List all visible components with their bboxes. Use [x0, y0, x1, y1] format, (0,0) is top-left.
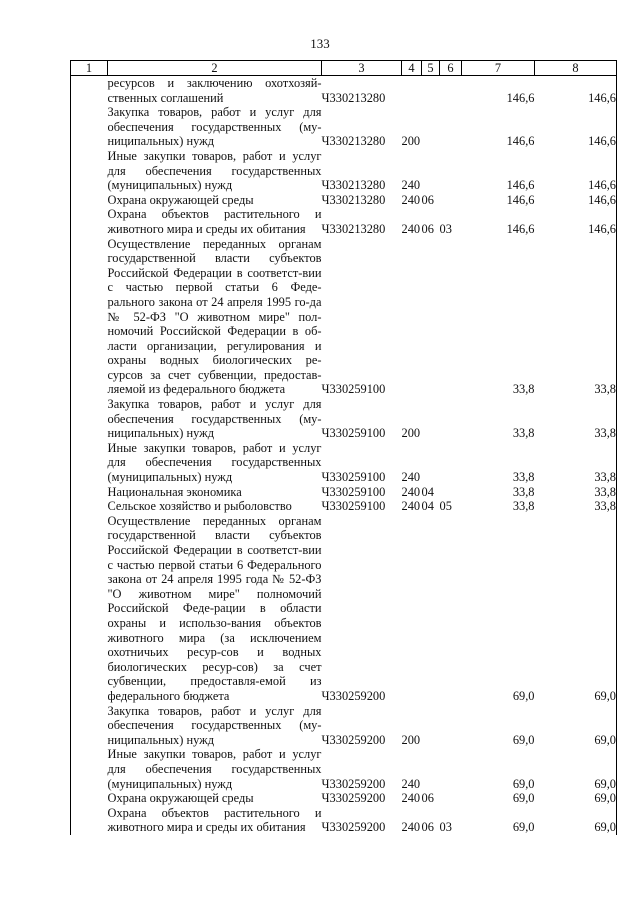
target-article-cell: [322, 237, 402, 398]
expense-type-cell: [402, 397, 422, 441]
target-article-text: Ч330213280: [321, 134, 386, 149]
amount-year2-cell: [535, 105, 617, 149]
table-row: [71, 237, 617, 398]
expense-type-cell: [402, 704, 422, 748]
row-name-text: Закупка товаров, работ и услуг для обеспечения государственных (му-ниципальных) нужд: [107, 397, 322, 441]
row-name-text: Охрана окружающей среды: [107, 192, 254, 207]
row-name-cell: [108, 237, 322, 398]
row-number-cell: [71, 499, 108, 514]
amount-year2-cell: [535, 193, 617, 208]
target-article-cell: [322, 207, 402, 236]
amount-year1-cell: [462, 806, 535, 835]
row-name-text: ресурсов и заключению охотхозяй-ственных соглашений: [107, 76, 322, 105]
amount-year2-text: 33,8: [594, 499, 616, 514]
amount-year2-cell: [535, 791, 617, 806]
target-article-text: Ч330213280: [321, 221, 386, 236]
amount-year1-cell: [462, 791, 535, 806]
row-name-cell: [108, 747, 322, 791]
amount-year2-text: 146,6: [588, 192, 616, 207]
subsection-cell: [440, 485, 462, 500]
amount-year2-cell: [535, 397, 617, 441]
amount-year1-text: 69,0: [512, 688, 535, 703]
amount-year1-text: 146,6: [506, 134, 535, 149]
subsection-cell: [440, 441, 462, 485]
amount-year2-text: 33,8: [594, 470, 616, 485]
table-row: [71, 149, 617, 193]
row-name-text: Иные закупки товаров, работ и услуг для обеспечения государственных (муниципальных) нужд: [107, 440, 322, 485]
amount-year2-cell: [535, 237, 617, 398]
table-row: [71, 485, 617, 500]
subsection-text: 03: [439, 221, 452, 236]
expense-type-text: 240: [401, 470, 421, 485]
amount-year1-text: 33,8: [512, 499, 535, 514]
row-name-cell: [108, 704, 322, 748]
col-header-7: 7: [462, 61, 535, 76]
amount-year1-text: 146,6: [506, 178, 535, 193]
amount-year1-cell: [462, 76, 535, 106]
target-article-cell: [322, 76, 402, 106]
target-article-text: Ч330259200: [321, 820, 386, 835]
amount-year1-cell: [462, 441, 535, 485]
amount-year1-cell: [462, 747, 535, 791]
amount-year1-cell: [462, 207, 535, 236]
target-article-cell: [322, 747, 402, 791]
target-article-cell: [322, 193, 402, 208]
amount-year1-text: 33,8: [512, 484, 535, 499]
row-number-cell: [71, 397, 108, 441]
amount-year2-text: 69,0: [594, 791, 616, 806]
subsection-cell: [440, 237, 462, 398]
amount-year1-text: 69,0: [512, 791, 535, 806]
subsection-text: 03: [439, 820, 452, 835]
subsection-cell: [440, 105, 462, 149]
row-number-cell: [71, 207, 108, 236]
amount-year1-text: 69,0: [512, 820, 535, 835]
expense-type-cell: [402, 149, 422, 193]
expense-type-cell: [402, 207, 422, 236]
row-name-cell: [108, 514, 322, 704]
table-row: [71, 441, 617, 485]
amount-year2-text: 146,6: [588, 178, 616, 193]
amount-year2-cell: [535, 485, 617, 500]
row-name-cell: [108, 485, 322, 500]
expense-type-cell: [402, 791, 422, 806]
section-text: 06: [421, 192, 434, 207]
expense-type-text: 240: [401, 178, 421, 193]
table-row: [71, 704, 617, 748]
subsection-cell: [440, 207, 462, 236]
amount-year2-text: 69,0: [594, 776, 616, 791]
col-header-2: 2: [108, 61, 322, 76]
expense-type-cell: [402, 237, 422, 398]
row-name-text: Охрана объектов растительного и животного мира и среды их обитания: [107, 207, 322, 236]
col-header-5: 5: [422, 61, 440, 76]
amount-year2-text: 33,8: [594, 426, 616, 441]
row-name-text: Иные закупки товаров, работ и услуг для обеспечения государственных (муниципальных) нужд: [107, 148, 322, 193]
row-number-cell: [71, 193, 108, 208]
target-article-cell: [322, 806, 402, 835]
expense-type-text: 240: [401, 791, 421, 806]
amount-year2-text: 33,8: [594, 484, 616, 499]
amount-year2-cell: [535, 806, 617, 835]
section-cell: [422, 514, 440, 704]
section-cell: [422, 499, 440, 514]
row-number-cell: [71, 791, 108, 806]
expense-type-cell: [402, 499, 422, 514]
row-number-cell: [71, 441, 108, 485]
amount-year1-cell: [462, 105, 535, 149]
expense-type-cell: [402, 806, 422, 835]
row-number-cell: [71, 105, 108, 149]
expense-type-text: 240: [401, 221, 421, 236]
target-article-text: Ч330259200: [321, 791, 386, 806]
section-text: 06: [421, 221, 434, 236]
row-name-text: Охрана окружающей среды: [107, 791, 254, 806]
expense-type-text: 200: [401, 426, 421, 441]
row-number-cell: [71, 149, 108, 193]
target-article-text: Ч330213280: [321, 90, 386, 105]
section-cell: [422, 397, 440, 441]
target-article-cell: [322, 791, 402, 806]
amount-year2-cell: [535, 76, 617, 106]
amount-year2-text: 33,8: [594, 382, 616, 397]
subsection-cell: [440, 806, 462, 835]
row-name-text: Иные закупки товаров, работ и услуг для обеспечения государственных (муниципальных) нужд: [107, 747, 322, 791]
amount-year2-cell: [535, 441, 617, 485]
amount-year1-text: 69,0: [512, 732, 535, 747]
section-text: 06: [421, 820, 434, 835]
row-number-cell: [71, 514, 108, 704]
table-row: [71, 499, 617, 514]
row-name-text: Охрана объектов растительного и животного мира и среды их обитания: [107, 805, 322, 835]
row-name-cell: [108, 441, 322, 485]
target-article-cell: [322, 149, 402, 193]
row-number-cell: [71, 704, 108, 748]
row-name-cell: [108, 499, 322, 514]
target-article-text: Ч330259200: [321, 688, 386, 703]
table-row: [71, 747, 617, 791]
expense-type-cell: [402, 193, 422, 208]
row-number-cell: [71, 485, 108, 500]
target-article-text: Ч330259100: [321, 426, 386, 441]
expense-type-text: 200: [401, 134, 421, 149]
target-article-cell: [322, 105, 402, 149]
table-row: [71, 791, 617, 806]
subsection-cell: [440, 499, 462, 514]
section-cell: [422, 207, 440, 236]
amount-year2-text: 146,6: [588, 221, 616, 236]
row-number-cell: [71, 76, 108, 106]
subsection-cell: [440, 747, 462, 791]
expense-type-text: 240: [401, 192, 421, 207]
section-cell: [422, 237, 440, 398]
target-article-text: Ч330259200: [321, 776, 386, 791]
expense-type-cell: [402, 76, 422, 106]
amount-year1-cell: [462, 149, 535, 193]
col-header-3: 3: [322, 61, 402, 76]
target-article-cell: [322, 499, 402, 514]
amount-year1-cell: [462, 499, 535, 514]
amount-year2-text: 146,6: [588, 134, 616, 149]
amount-year2-text: 146,6: [588, 90, 616, 105]
table-row: [71, 105, 617, 149]
target-article-text: Ч330259100: [321, 484, 386, 499]
page-number: 133: [310, 36, 330, 51]
col-header-8: 8: [535, 61, 617, 76]
col-header-6: 6: [440, 61, 462, 76]
section-text: 04: [421, 499, 434, 514]
target-article-text: Ч330259200: [321, 732, 386, 747]
expense-type-cell: [402, 514, 422, 704]
amount-year2-cell: [535, 747, 617, 791]
amount-year2-cell: [535, 207, 617, 236]
row-name-cell: [108, 806, 322, 835]
row-number-cell: [71, 806, 108, 835]
expense-type-cell: [402, 105, 422, 149]
amount-year1-cell: [462, 704, 535, 748]
amount-year2-text: 69,0: [594, 820, 616, 835]
row-name-cell: [108, 207, 322, 236]
row-name-cell: [108, 193, 322, 208]
section-cell: [422, 149, 440, 193]
table-row: [71, 514, 617, 704]
amount-year2-cell: [535, 149, 617, 193]
budget-table: [70, 60, 617, 835]
row-name-text: Закупка товаров, работ и услуг для обеспечения государственных (му-ниципальных) нужд: [107, 105, 322, 149]
subsection-cell: [440, 397, 462, 441]
row-name-cell: [108, 791, 322, 806]
target-article-cell: [322, 704, 402, 748]
col-header-1: 1: [71, 61, 108, 76]
subsection-text: 05: [439, 499, 452, 514]
expense-type-text: 240: [401, 499, 421, 514]
expense-type-text: 240: [401, 820, 421, 835]
subsection-cell: [440, 193, 462, 208]
row-name-cell: [108, 105, 322, 149]
section-text: 04: [421, 484, 434, 499]
target-article-text: Ч330259100: [321, 499, 386, 514]
target-article-cell: [322, 514, 402, 704]
section-cell: [422, 806, 440, 835]
table-row: [71, 397, 617, 441]
subsection-cell: [440, 514, 462, 704]
amount-year1-text: 33,8: [512, 470, 535, 485]
row-number-cell: [71, 237, 108, 398]
section-cell: [422, 441, 440, 485]
col-header-4: 4: [402, 61, 422, 76]
expense-type-text: 240: [401, 484, 421, 499]
amount-year1-text: 69,0: [512, 776, 535, 791]
row-name-text: Сельское хозяйство и рыболовство: [107, 499, 292, 514]
amount-year2-text: 69,0: [594, 688, 616, 703]
amount-year1-cell: [462, 514, 535, 704]
section-cell: [422, 791, 440, 806]
amount-year1-text: 33,8: [512, 426, 535, 441]
expense-type-cell: [402, 747, 422, 791]
table-row: [71, 207, 617, 236]
row-name-text: Осуществление переданных органам государственной власти субъектов Российской Федерации в соответст-вии с частью первой статьи 6 Феде-рального закона от 24 апреля 1995 го-да № 52-ФЗ "О животном мире" пол-номочий Российской Федерации в об-ласти организации, регулирования и охраны водных биологических ре-сурсов за счет субвенции, предостав-ляемой из федерального бюджета: [107, 236, 322, 397]
target-article-text: Ч330259100: [321, 382, 386, 397]
amount-year1-cell: [462, 397, 535, 441]
subsection-cell: [440, 791, 462, 806]
amount-year1-text: 33,8: [512, 382, 535, 397]
column-number-header: [71, 61, 617, 76]
amount-year1-cell: [462, 237, 535, 398]
row-name-cell: [108, 149, 322, 193]
subsection-cell: [440, 76, 462, 106]
table-row: [71, 806, 617, 835]
target-article-text: Ч330213280: [321, 192, 386, 207]
amount-year1-text: 146,6: [506, 90, 535, 105]
target-article-cell: [322, 441, 402, 485]
section-cell: [422, 76, 440, 106]
target-article-cell: [322, 397, 402, 441]
row-name-cell: [108, 76, 322, 106]
amount-year2-text: 69,0: [594, 732, 616, 747]
target-article-text: Ч330259100: [321, 470, 386, 485]
table-row: [71, 193, 617, 208]
target-article-cell: [322, 485, 402, 500]
row-name-text: Закупка товаров, работ и услуг для обеспечения государственных (му-ниципальных) нужд: [107, 703, 322, 747]
section-cell: [422, 193, 440, 208]
table-row: [71, 76, 617, 106]
expense-type-text: 200: [401, 732, 421, 747]
target-article-text: Ч330213280: [321, 178, 386, 193]
amount-year1-cell: [462, 485, 535, 500]
expense-type-text: 240: [401, 776, 421, 791]
section-cell: [422, 485, 440, 500]
row-name-cell: [108, 397, 322, 441]
row-name-text: Осуществление переданных органам государственной власти субъектов Российской Федерации в соответст-вии с частью первой статьи 6 Федерального закона от 24 апреля 1995 года № 52-ФЗ "О животном мире" полномочий Российской Феде-рации в области охраны и использо-вания объектов животного мира (за исключением охотничьих ресур-сов и водных биологических ресур-сов) за счет субвенции, предоставля-емой из федерального бюджета: [107, 513, 322, 703]
expense-type-cell: [402, 441, 422, 485]
subsection-cell: [440, 704, 462, 748]
section-cell: [422, 704, 440, 748]
amount-year1-cell: [462, 193, 535, 208]
section-cell: [422, 747, 440, 791]
expense-type-cell: [402, 485, 422, 500]
section-text: 06: [421, 791, 434, 806]
row-name-text: Национальная экономика: [107, 484, 242, 499]
section-cell: [422, 105, 440, 149]
row-number-cell: [71, 747, 108, 791]
amount-year2-cell: [535, 514, 617, 704]
amount-year1-text: 146,6: [506, 192, 535, 207]
amount-year2-cell: [535, 704, 617, 748]
amount-year2-cell: [535, 499, 617, 514]
table-body: [71, 76, 617, 835]
amount-year1-text: 146,6: [506, 221, 535, 236]
subsection-cell: [440, 149, 462, 193]
